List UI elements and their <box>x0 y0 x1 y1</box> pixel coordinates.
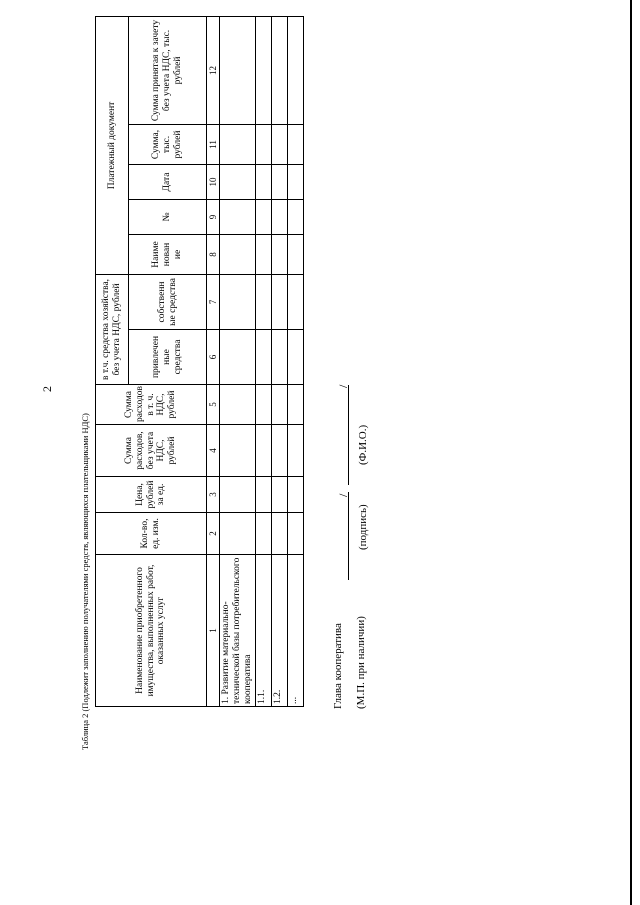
column-number: 7 <box>207 274 220 329</box>
header-vat-deduct: Сумма принятая к зачету без учета НДС, тыс. рублей <box>129 16 207 124</box>
table-cell[interactable] <box>287 124 303 164</box>
row-label: 1.1. <box>255 555 271 707</box>
header-sum-vat: Сумма расходов в т. ч. НДС, рублей <box>96 385 207 425</box>
table-cell[interactable] <box>255 199 271 234</box>
table-cell[interactable] <box>255 274 271 329</box>
header-pay-no: № <box>129 199 207 234</box>
page-number: 2 <box>40 386 54 392</box>
table-cell[interactable] <box>271 199 287 234</box>
table-cell[interactable] <box>255 477 271 513</box>
table-cell[interactable] <box>220 330 256 385</box>
table-cell[interactable] <box>255 124 271 164</box>
column-number: 10 <box>207 164 220 199</box>
table-cell[interactable] <box>287 16 303 124</box>
column-number: 12 <box>207 16 220 124</box>
table-row <box>287 16 303 706</box>
signature-line <box>348 492 349 580</box>
bottom-rule <box>630 0 632 905</box>
expense-table <box>95 16 304 707</box>
table-cell[interactable] <box>255 234 271 274</box>
name-caption: (Ф.И.О.) <box>357 424 369 465</box>
header-borrowed: привлечен ные средства <box>129 330 207 385</box>
header-qty: Кол-во, ед. изм. <box>96 513 207 555</box>
signature-caption: (подпись) <box>357 504 369 550</box>
table-cell[interactable] <box>271 425 287 477</box>
table-cell[interactable] <box>255 425 271 477</box>
column-number: 3 <box>207 477 220 513</box>
table-cell[interactable] <box>287 199 303 234</box>
table-cell[interactable] <box>271 477 287 513</box>
table-row <box>255 16 271 706</box>
row-label: 1. Развитие материально-технической базы потребительского кооператива <box>220 555 256 707</box>
table-cell[interactable] <box>220 425 256 477</box>
table-cell[interactable] <box>271 124 287 164</box>
name-line <box>348 385 349 485</box>
header-funding-group: в т.ч. средства хозяйства, без учета НДС, рублей <box>96 274 129 384</box>
table-cell[interactable] <box>271 164 287 199</box>
table-cell[interactable] <box>220 16 256 124</box>
header-sum-no-vat: Сумма расходов, без учета НДС, рублей <box>96 425 207 477</box>
slash-mark: / <box>336 493 350 497</box>
column-number: 4 <box>207 425 220 477</box>
header-own: собственн ые средства <box>129 274 207 329</box>
table-cell[interactable] <box>220 234 256 274</box>
head-label: Глава кооператива <box>332 623 344 709</box>
table-row <box>271 16 287 706</box>
table-cell[interactable] <box>220 164 256 199</box>
table-cell[interactable] <box>220 513 256 555</box>
column-number: 2 <box>207 513 220 555</box>
column-number: 8 <box>207 234 220 274</box>
table-cell[interactable] <box>255 330 271 385</box>
stamp-label: (М.П. при наличии) <box>355 616 367 709</box>
table-cell[interactable] <box>220 124 256 164</box>
table-cell[interactable] <box>271 385 287 425</box>
table-cell[interactable] <box>255 513 271 555</box>
column-number-row <box>207 16 220 706</box>
table-cell[interactable] <box>220 385 256 425</box>
table-cell[interactable] <box>287 234 303 274</box>
header-payment-group: Платежный документ <box>96 16 129 274</box>
table-cell[interactable] <box>271 16 287 124</box>
table-cell[interactable] <box>271 234 287 274</box>
table-cell[interactable] <box>287 164 303 199</box>
column-number: 1 <box>207 555 220 707</box>
header-price: Цена, рублей за ед. <box>96 477 207 513</box>
table-cell[interactable] <box>220 199 256 234</box>
slash-mark: / <box>336 384 350 388</box>
table-cell[interactable] <box>255 164 271 199</box>
table-cell[interactable] <box>255 385 271 425</box>
table-cell[interactable] <box>287 477 303 513</box>
row-label: ... <box>287 555 303 707</box>
header-pay-date: Дата <box>129 164 207 199</box>
table-cell[interactable] <box>220 274 256 329</box>
table-cell[interactable] <box>287 274 303 329</box>
table-cell[interactable] <box>220 477 256 513</box>
header-pay-sum: Сумма, тыс. рублей <box>129 124 207 164</box>
column-number: 6 <box>207 330 220 385</box>
table-cell[interactable] <box>287 385 303 425</box>
table-cell[interactable] <box>287 330 303 385</box>
row-label: 1.2. <box>271 555 287 707</box>
table-cell[interactable] <box>255 16 271 124</box>
column-number: 11 <box>207 124 220 164</box>
table-cell[interactable] <box>287 513 303 555</box>
table-cell[interactable] <box>271 330 287 385</box>
table-cell[interactable] <box>287 425 303 477</box>
table-cell[interactable] <box>271 274 287 329</box>
table-cell[interactable] <box>271 513 287 555</box>
column-number: 9 <box>207 199 220 234</box>
column-number: 5 <box>207 385 220 425</box>
table-caption: Таблица 2 (Подлежит заполнению получателями средств, являющихся плательщиками НДС) <box>80 413 90 750</box>
header-name: Наименование приобретенного имущества, выполненных работ, оказанных услуг <box>96 555 207 707</box>
table-row <box>220 16 256 706</box>
header-pay-name: Наиме нован ие <box>129 234 207 274</box>
